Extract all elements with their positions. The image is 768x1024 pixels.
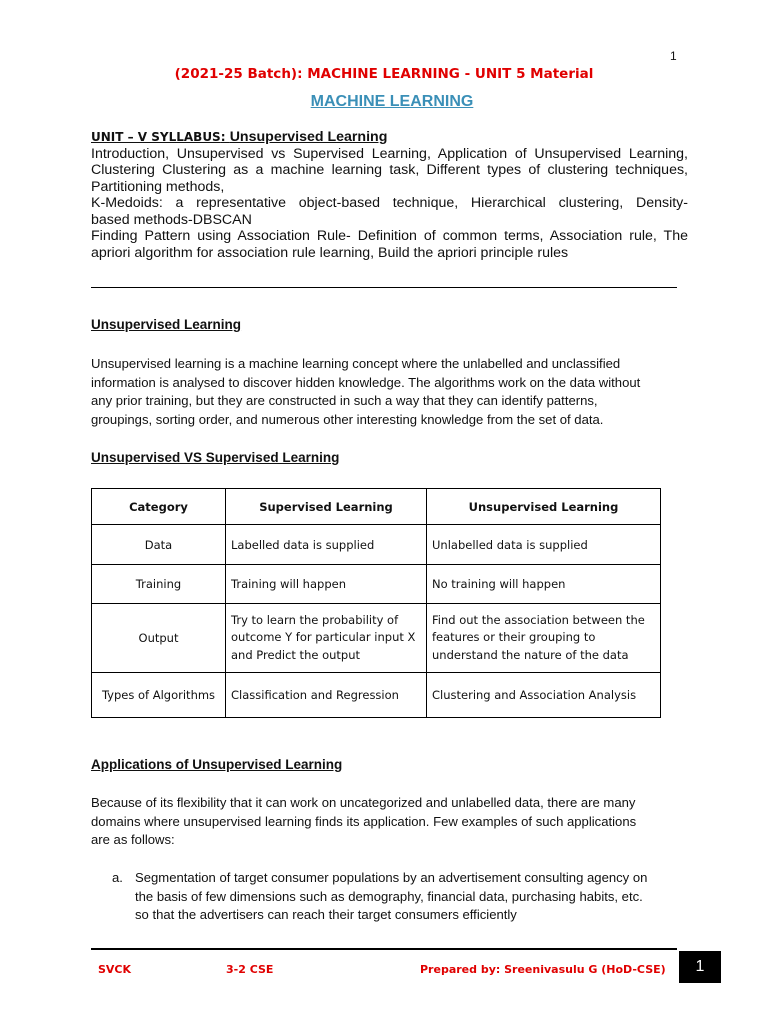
paragraph-unsupervised-learning (91, 355, 681, 429)
comparison-table (91, 488, 661, 718)
table-cell-supervised: Labelled data is supplied (226, 525, 427, 565)
syllabus-line: based methods-DBSCAN (91, 211, 252, 228)
paragraph-applications (91, 794, 681, 850)
section-heading-unsupervised-learning: Unsupervised Learning (91, 317, 242, 332)
footer-divider (91, 948, 677, 950)
syllabus-line: Clustering Clustering as a machine learning task, Different types of clustering techniques, (91, 162, 688, 178)
syllabus-line: Partitioning methods, (91, 178, 225, 195)
table-cell-category: Types of Algorithms (92, 673, 226, 718)
syllabus-topic: Unsupervised Learning (229, 129, 388, 145)
table-header-category: Category (92, 489, 226, 525)
footer-prepared-by: Prepared by: Sreenivasulu G (HoD-CSE) (420, 963, 666, 976)
cell-line: features or their grouping to (432, 630, 596, 645)
footer-class: 3-2 CSE (226, 963, 274, 976)
table-row (92, 565, 661, 604)
paragraph-line: any prior training, but they are constructed in such a way that they can identify patterns, (91, 393, 598, 408)
syllabus-line: K-Medoids: a representative object-based technique, Hierarchical clustering, Density- (91, 195, 688, 211)
table-cell-category: Output (92, 604, 226, 673)
table-header-supervised: Supervised Learning (226, 489, 427, 525)
table-header-unsupervised: Unsupervised Learning (427, 489, 661, 525)
syllabus-unit-label: UNIT – V SYLLABUS (91, 130, 221, 144)
paragraph-line: information is analysed to discover hidden knowledge. The algorithms work on the data without (91, 374, 641, 390)
list-item-line: the basis of few dimensions such as demography, financial data, purchasing habits, etc. (135, 888, 643, 904)
paragraph-line: groupings, sorting order, and numerous other interesting knowledge from the set of data. (91, 411, 604, 427)
list-item-line: Segmentation of target consumer populations by an advertisement consulting agency on (135, 870, 648, 885)
table-cell-unsupervised: No training will happen (427, 565, 661, 604)
footer-institution: SVCK (98, 963, 132, 976)
table-cell-supervised: Classification and Regression (226, 673, 427, 718)
table-cell-unsupervised: Clustering and Association Analysis (427, 673, 661, 718)
paragraph-line: domains where unsupervised learning finds its application. Few examples of such applications (91, 813, 637, 829)
paragraph-line: Unsupervised learning is a machine learning concept where the unlabelled and unclassified (91, 356, 621, 371)
table-cell-unsupervised (427, 604, 661, 673)
syllabus-line: Introduction, Unsupervised vs Supervised Learning, Application of Unsupervised Learning, (91, 145, 688, 162)
syllabus-heading (91, 129, 688, 146)
cell-line: Find out the association between the (432, 612, 645, 627)
batch-title: (2021-25 Batch): MACHINE LEARNING - UNIT 5 Material (174, 66, 594, 82)
syllabus-line: Finding Pattern using Association Rule- Definition of common terms, Association rule, The (91, 228, 688, 244)
table-cell-supervised: Training will happen (226, 565, 427, 604)
divider-line (91, 287, 677, 288)
footer-page-number: 1 (679, 951, 721, 983)
cell-line: and Predict the output (231, 647, 361, 662)
page-number-top: 1 (670, 49, 677, 63)
syllabus-block (91, 129, 688, 261)
cell-line: Try to learn the probability of (231, 612, 399, 627)
section-heading-applications: Applications of Unsupervised Learning (91, 757, 343, 772)
table-header-row (92, 489, 661, 525)
table-cell-category: Data (92, 525, 226, 565)
list-item-line: so that the advertisers can reach their target consumers efficiently (135, 907, 517, 922)
cell-line: understand the nature of the data (432, 647, 629, 662)
list-item (112, 869, 692, 925)
table-cell-unsupervised: Unlabelled data is supplied (427, 525, 661, 565)
list-item-text (135, 869, 692, 925)
paragraph-line: are as follows: (91, 832, 175, 847)
list-marker: a. (112, 870, 123, 885)
syllabus-line: apriori algorithm for association rule learning, Build the apriori principle rules (91, 244, 569, 261)
table-row (92, 673, 661, 718)
syllabus-colon: : (220, 130, 230, 144)
table-cell-category: Training (92, 565, 226, 604)
table-row (92, 525, 661, 565)
cell-line: outcome Y for particular input X (231, 630, 416, 645)
table-cell-supervised (226, 604, 427, 673)
document-title: MACHINE LEARNING (310, 93, 474, 110)
section-heading-unsupervised-vs-supervised: Unsupervised VS Supervised Learning (91, 450, 340, 465)
paragraph-line: Because of its flexibility that it can work on uncategorized and unlabelled data, there are many (91, 795, 636, 810)
table-row (92, 604, 661, 673)
